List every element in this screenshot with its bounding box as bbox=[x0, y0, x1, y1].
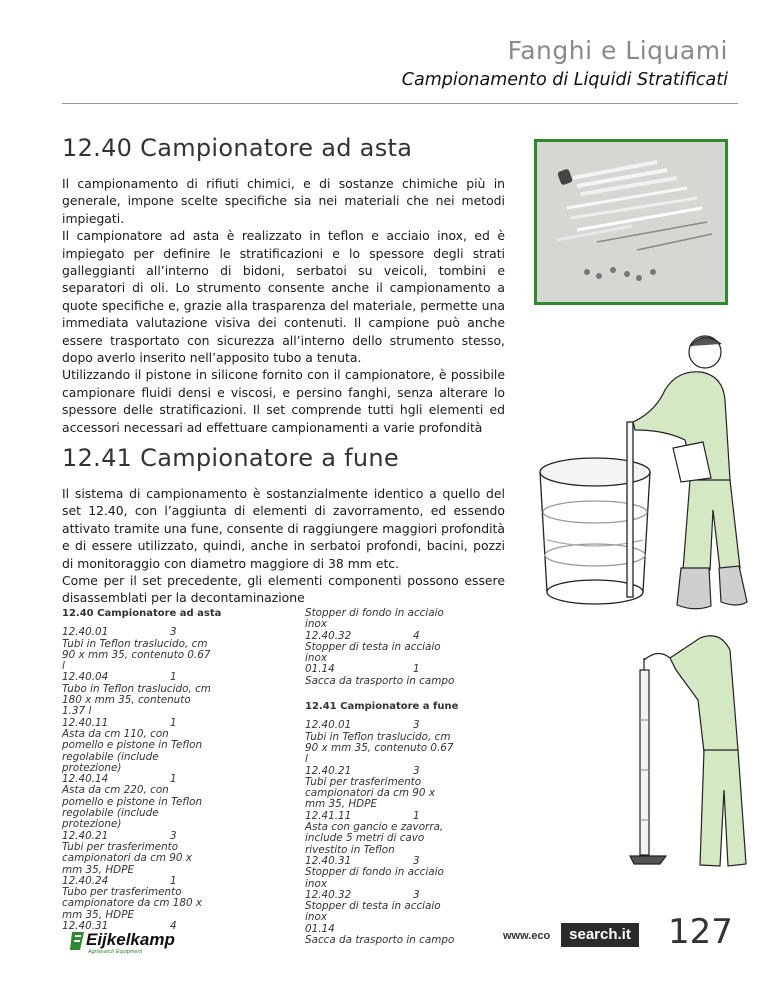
item-qty: 3 bbox=[170, 829, 177, 842]
item-desc: Asta con gancio e zavorra, include 5 metri di cavo rivestito in Teflon bbox=[305, 821, 444, 856]
item-code: 12.40.32 bbox=[305, 888, 352, 901]
item-code: 12.40.21 bbox=[305, 764, 352, 777]
item-desc: Sacca da trasporto in campo bbox=[305, 674, 455, 687]
list-item bbox=[305, 856, 458, 890]
eijkelkamp-logo-tagline: Agrisearch Equipment bbox=[88, 949, 143, 955]
list-item bbox=[62, 627, 221, 672]
item-desc: Stopper di fondo in acciaio inox bbox=[305, 607, 444, 631]
item-qty: 3 bbox=[170, 626, 177, 639]
item-code: 12.40.14 bbox=[62, 773, 109, 786]
section2-heading: 12.41 Campionatore a fune bbox=[62, 444, 399, 472]
list-heading: 12.40 Campionatore ad asta bbox=[62, 608, 222, 619]
item-desc: Stopper di testa in acciaio inox bbox=[305, 640, 441, 665]
list-item bbox=[62, 831, 221, 876]
header-subtitle: Campionamento di Liquidi Stratificati bbox=[401, 70, 728, 90]
product-photo-illustration bbox=[537, 142, 725, 302]
page-number: 127 bbox=[668, 912, 733, 952]
item-code: 12.40.24 bbox=[62, 874, 109, 887]
rope-sampler-illustration bbox=[600, 630, 750, 875]
item-desc: Stopper di fondo in acciaio inox bbox=[305, 866, 444, 890]
list-item bbox=[62, 672, 221, 717]
item-qty: 4 bbox=[413, 629, 420, 642]
eijkelkamp-logo-text: Eijkelkamp bbox=[86, 930, 175, 949]
eijkelkamp-logo bbox=[70, 928, 182, 962]
list-column-2 bbox=[305, 608, 458, 946]
item-desc: Asta da cm 220, con pomello e pistone in Teflon regolabile (include protezione) bbox=[62, 784, 203, 831]
list-item bbox=[62, 876, 221, 921]
list-item bbox=[305, 890, 458, 924]
item-qty: 3 bbox=[413, 719, 420, 732]
list-item bbox=[305, 664, 458, 687]
list-item bbox=[305, 924, 458, 947]
item-code: 12.40.11 bbox=[62, 716, 109, 729]
item-desc: Tubi in Teflon traslucido, cm 90 x mm 35, contenuto 0.67 l bbox=[305, 730, 454, 766]
section1-paragraph: Il campionamento di rifiuti chimici, e di sostanze chimiche più in generale, impone scelte specifiche sia nei materiali che nei metodi impiegati. bbox=[62, 176, 505, 226]
item-desc: Sacca da trasporto in campo bbox=[305, 934, 455, 947]
item-desc: Tubi in Teflon traslucido, cm 90 x mm 35, contenuto 0.67 l bbox=[62, 637, 211, 673]
item-desc: Tubi per trasferimento campionatori da cm 90 x mm 35, HDPE bbox=[305, 775, 435, 811]
section2-paragraph: Come per il set precedente, gli elementi componenti possono essere disassemblati per la decontaminazione bbox=[62, 573, 505, 606]
item-qty: 1 bbox=[170, 874, 177, 887]
item-code: 12.40.21 bbox=[62, 829, 109, 842]
ecosearch-prefix: www.eco bbox=[503, 930, 551, 942]
header-divider bbox=[62, 103, 738, 104]
item-qty: 1 bbox=[170, 716, 177, 729]
item-desc: Tubo in Teflon traslucido, cm 180 x mm 35, contenuto 1.37 l bbox=[62, 682, 211, 718]
section1-paragraph: Il campionatore ad asta è realizzato in teflon e acciaio inox, ed è impiegato per definire le stratificazioni e lo spessore degli strati galleggianti all’interno di bidoni, serbatoi su veicoli, tombini e separatori di oli. Lo strumento consente anche il campionamento a quote specifiche e, grazie alla trasparenza del materiale, permette una immediata valutazione visiva dei contenuti. Il campione può anche essere trasportato con sicurezza all’interno dello strumento stesso, dopo averlo inserito nell’apposito tubo a tenuta. bbox=[62, 228, 505, 366]
item-code: 12.40.04 bbox=[62, 671, 109, 684]
item-desc: Tubo per trasferimento campionatore da cm 180 x mm 35, HDPE bbox=[62, 886, 203, 921]
item-code: 12.40.32 bbox=[305, 629, 352, 642]
list-item bbox=[62, 774, 221, 830]
section2-body bbox=[62, 485, 505, 607]
item-desc: Asta da cm 110, con pomello e pistone in Teflon regolabile (include protezione) bbox=[62, 727, 203, 774]
section1-body bbox=[62, 175, 505, 436]
list-item bbox=[305, 811, 458, 856]
item-qty: 3 bbox=[413, 854, 420, 867]
item-qty: 1 bbox=[170, 773, 177, 786]
section2-paragraph: Il sistema di campionamento è sostanzialmente identico a quello del set 12.40, con l’aggiunta di elementi di zavorramento, ed essendo attivato tramite una fune, consente di raggiungere maggiori profondità e di essere utilizzato, quindi, anche in serbatoi profondi, bacini, pozzi di monitoraggio con diametro maggiore di 38 mm etc. bbox=[62, 486, 505, 571]
list-item bbox=[62, 718, 221, 774]
item-code: 01.14 bbox=[305, 922, 335, 935]
item-qty: 4 bbox=[170, 920, 177, 933]
item-qty: 3 bbox=[413, 764, 420, 777]
item-qty: 1 bbox=[413, 809, 420, 822]
list-heading: 12.41 Campionatore a fune bbox=[305, 701, 459, 713]
item-code: 12.40.31 bbox=[305, 854, 352, 867]
list-item bbox=[305, 766, 458, 811]
item-code: 12.40.31 bbox=[62, 920, 109, 933]
list-item bbox=[305, 631, 458, 665]
sampling-barrel-illustration bbox=[525, 330, 750, 620]
item-code: 12.40.01 bbox=[62, 626, 109, 639]
ecosearch-box: search.it bbox=[561, 923, 639, 947]
product-photo bbox=[534, 139, 728, 305]
item-desc: Tubi per trasferimento campionatori da cm 90 x mm 35, HDPE bbox=[62, 840, 192, 876]
section1-heading: 12.40 Campionatore ad asta bbox=[62, 134, 413, 162]
list-1240 bbox=[62, 608, 221, 932]
item-qty: 1 bbox=[170, 671, 177, 684]
item-qty: 1 bbox=[413, 663, 420, 676]
item-qty: 3 bbox=[413, 888, 420, 901]
item-code: 12.41.11 bbox=[305, 809, 352, 822]
item-desc: Stopper di testa in acciaio inox bbox=[305, 900, 441, 924]
item-code: 01.14 bbox=[305, 663, 335, 676]
list-item bbox=[305, 720, 458, 765]
header-title: Fanghi e Liquami bbox=[507, 36, 728, 65]
section1-paragraph: Utilizzando il pistone in silicone fornito con il campionatore, è possibile campionare fluidi densi e viscosi, e persino fanghi, senza alterare lo spessore delle stratificazioni. Il set comprende tutti hgli elementi ed accessori necessari ad effettuare campionamenti a varie profondità bbox=[62, 367, 505, 435]
item-code: 12.40.01 bbox=[305, 719, 352, 732]
